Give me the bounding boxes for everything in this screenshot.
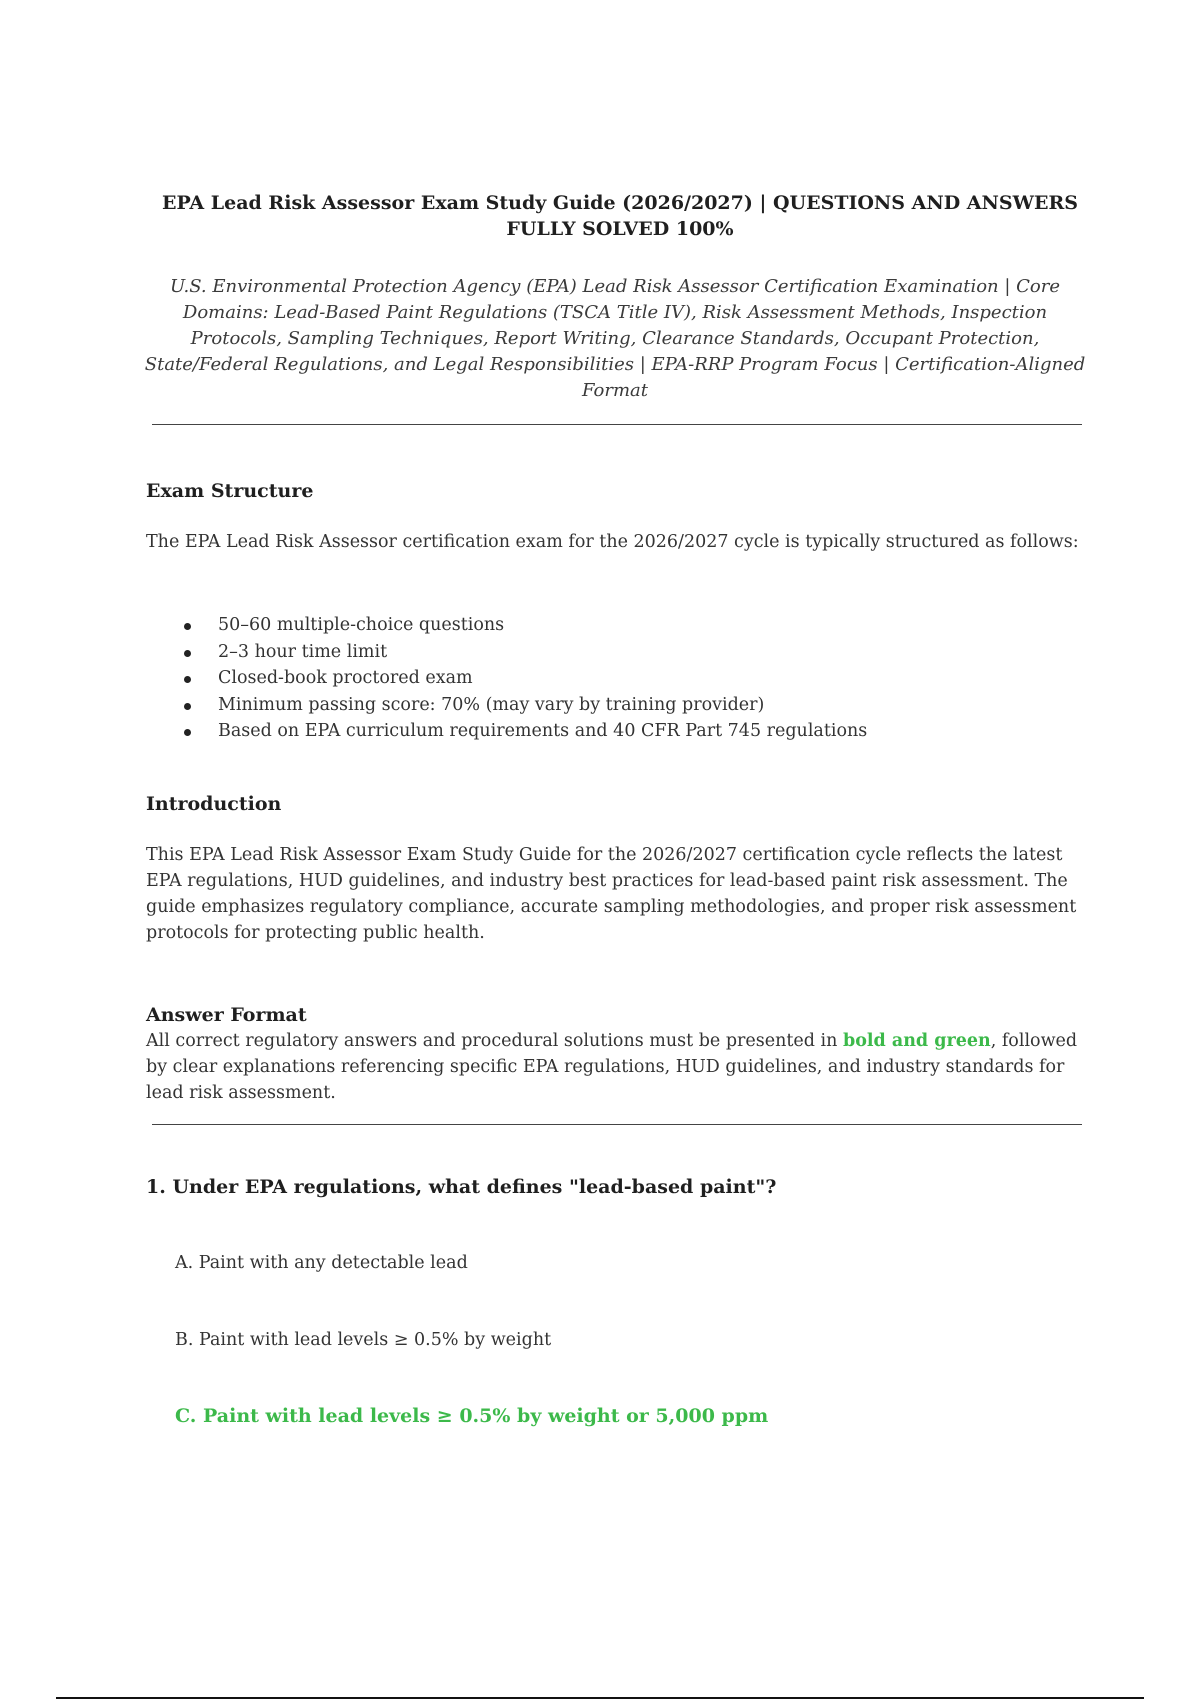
answer-format-body (146, 1028, 1081, 1106)
answer-format-text-after: , followed by clear explanations referencing specific EPA regulations, HUD guidelines, and industry standards for lead risk assessment. (146, 1031, 1078, 1103)
exam-structure-list (180, 612, 867, 745)
list-item: Closed-book proctored exam (180, 665, 867, 692)
list-item: 50–60 multiple-choice questions (180, 612, 867, 639)
exam-structure-heading: Exam Structure (146, 480, 314, 502)
question-1-text: 1. Under EPA regulations, what defines "lead-based paint"? (146, 1176, 777, 1198)
divider (152, 424, 1082, 425)
introduction-heading: Introduction (146, 793, 282, 815)
question-1-option-c-correct: C. Paint with lead levels ≥ 0.5% by weight or 5,000 ppm (175, 1405, 769, 1427)
answer-format-highlight: bold and green (842, 1031, 991, 1051)
list-item: Minimum passing score: 70% (may vary by training provider) (180, 692, 867, 719)
question-1-option-a: A. Paint with any detectable lead (175, 1253, 468, 1273)
answer-format-heading: Answer Format (146, 1004, 307, 1026)
divider (152, 1124, 1082, 1125)
exam-structure-intro: The EPA Lead Risk Assessor certification exam for the 2026/2027 cycle is typically structured as follows: (146, 532, 1079, 552)
list-item: 2–3 hour time limit (180, 639, 867, 666)
page-bottom-edge (56, 1697, 1144, 1699)
document-subtitle: U.S. Environmental Protection Agency (EPA) Lead Risk Assessor Certification Examination | Core Domains: Lead-Based Paint Regulations (TSCA Title IV), Risk Assessment Methods, Inspection Protocols, Sampling Techniques, Report Writing, Clearance Standards, Occupant Protection, State/Federal Regulations, and Legal Responsibilities | EPA-RRP Program Focus | Certification-Aligned Format (144, 276, 1086, 401)
document-title: EPA Lead Risk Assessor Exam Study Guide (2026/2027) | QUESTIONS AND ANSWERS FULLY SOLVED 100% (162, 192, 1078, 240)
introduction-body: This EPA Lead Risk Assessor Exam Study Guide for the 2026/2027 certification cycle reflects the latest EPA regulations, HUD guidelines, and industry best practices for lead-based paint risk assessment. The guide emphasizes regulatory compliance, accurate sampling methodologies, and proper risk assessment protocols for protecting public health. (146, 845, 1077, 943)
answer-format-text-before: All correct regulatory answers and procedural solutions must be presented in (146, 1031, 843, 1051)
list-item: Based on EPA curriculum requirements and 40 CFR Part 745 regulations (180, 718, 867, 745)
question-1-option-b: B. Paint with lead levels ≥ 0.5% by weight (175, 1330, 552, 1350)
